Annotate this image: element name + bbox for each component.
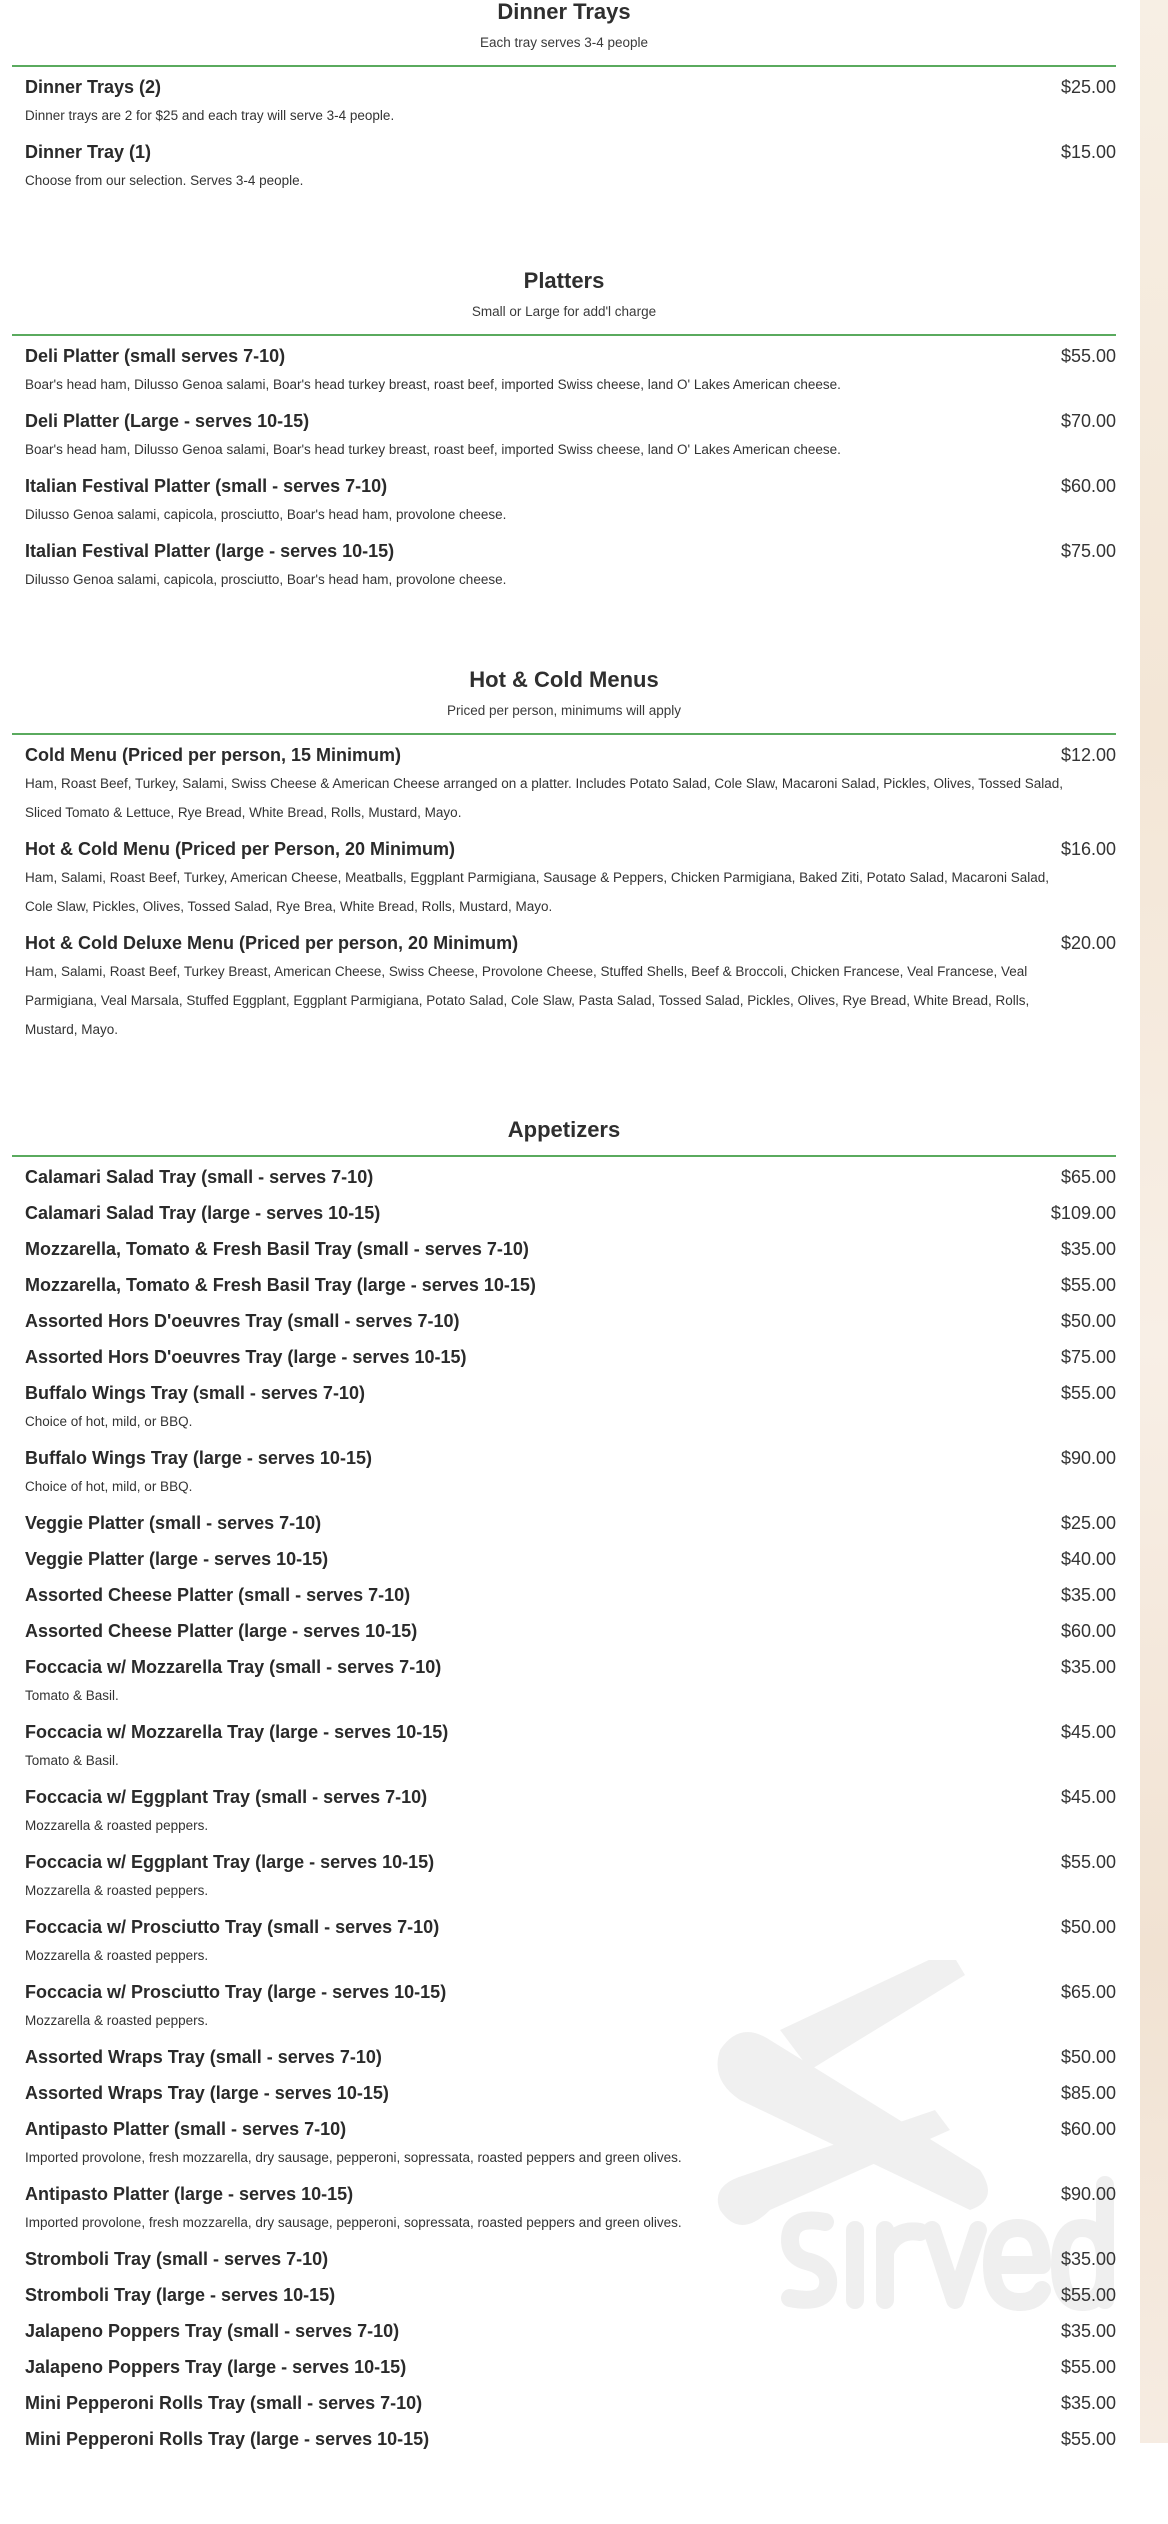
menu-section xyxy=(12,1115,1116,2457)
menu-item-name: Dinner Tray (1) xyxy=(25,141,152,162)
section-header xyxy=(12,266,1116,336)
menu-item-row xyxy=(25,2421,1116,2457)
menu-item-row xyxy=(25,1440,1116,1476)
menu-item xyxy=(12,69,1116,134)
menu-item-price: $90.00 xyxy=(1060,1447,1116,1468)
menu-item xyxy=(12,2277,1116,2313)
menu-item-row xyxy=(25,2111,1116,2147)
menu-item xyxy=(12,1909,1116,1974)
menu-item xyxy=(12,2039,1116,2075)
menu-item-name: Assorted Hors D'oeuvres Tray (large - serves 10-15) xyxy=(25,1346,467,1367)
section-title: Platters xyxy=(523,268,605,293)
menu-item-name: Assorted Cheese Platter (large - serves 10-15) xyxy=(25,1620,418,1641)
menu-item xyxy=(12,1159,1116,1195)
menu-item-name: Stromboli Tray (small - serves 7-10) xyxy=(25,2248,329,2269)
menu-item-price: $15.00 xyxy=(1060,141,1116,162)
menu-item-description: Boar's head ham, Dilusso Genoa salami, Boar's head turkey breast, roast beef, imported Swiss cheese, land O' Lakes American cheese. xyxy=(25,377,841,392)
section-title: Appetizers xyxy=(507,1117,621,1142)
menu-item-price: $35.00 xyxy=(1060,1656,1116,1677)
menu-item-row xyxy=(25,2176,1116,2212)
menu-item-row xyxy=(25,831,1116,867)
menu-item xyxy=(12,1577,1116,1613)
menu-item-price: $85.00 xyxy=(1060,2082,1116,2103)
menu-item-row xyxy=(25,1339,1116,1375)
menu-item-name: Hot & Cold Menu (Priced per Person, 20 Minimum) xyxy=(25,838,456,859)
menu-item-name: Mini Pepperoni Rolls Tray (large - serves 10-15) xyxy=(25,2428,430,2449)
menu-item-description: Mozzarella & roasted peppers. xyxy=(25,1948,209,1963)
menu-item-description: Imported provolone, fresh mozzarella, dry sausage, pepperoni, sopressata, roasted peppers and green olives. xyxy=(25,2150,682,2165)
menu-item-description: Imported provolone, fresh mozzarella, dry sausage, pepperoni, sopressata, roasted peppers and green olives. xyxy=(25,2215,682,2230)
menu-item-price: $35.00 xyxy=(1060,1238,1116,1259)
menu-item-description: Tomato & Basil. xyxy=(25,1688,119,1703)
menu-item-row xyxy=(25,2349,1116,2385)
menu-item xyxy=(12,1339,1116,1375)
menu-item-price: $35.00 xyxy=(1060,2248,1116,2269)
menu-item-price: $50.00 xyxy=(1060,1310,1116,1331)
menu-item-name: Antipasto Platter (small - serves 7-10) xyxy=(25,2118,347,2139)
menu-item-price: $55.00 xyxy=(1060,2284,1116,2305)
menu-item-price: $65.00 xyxy=(1060,1166,1116,1187)
menu-item-price: $70.00 xyxy=(1060,410,1116,431)
menu-item-row xyxy=(25,134,1116,170)
menu-item xyxy=(12,1440,1116,1505)
menu-item-price: $45.00 xyxy=(1060,1786,1116,1807)
menu-item-description: Boar's head ham, Dilusso Genoa salami, Boar's head turkey breast, roast beef, imported Swiss cheese, land O' Lakes American cheese. xyxy=(25,442,841,457)
menu-item xyxy=(12,1649,1116,1714)
menu-item-price: $45.00 xyxy=(1060,1721,1116,1742)
menu-item xyxy=(12,2075,1116,2111)
menu-item-row xyxy=(25,468,1116,504)
menu-item-row xyxy=(25,2075,1116,2111)
menu-item xyxy=(12,2313,1116,2349)
menu-item xyxy=(12,1714,1116,1779)
menu-item-name: Veggie Platter (large - serves 10-15) xyxy=(25,1548,329,1569)
menu-content xyxy=(12,0,1116,2524)
menu-item xyxy=(12,403,1116,468)
menu-item-name: Cold Menu (Priced per person, 15 Minimum) xyxy=(25,744,402,765)
menu-item-price: $60.00 xyxy=(1060,475,1116,496)
menu-item xyxy=(12,1541,1116,1577)
menu-item-row xyxy=(25,1231,1116,1267)
menu-item xyxy=(12,1844,1116,1909)
menu-item-description: Ham, Salami, Roast Beef, Turkey, American Cheese, Meatballs, Eggplant Parmigiana, Sausage & Peppers, Chicken Parmigiana, Baked Ziti, Potato Salad, Macaroni Salad, Cole Slaw, Pickles, Olives, Tossed Salad, Rye Brea, White Bread, Rolls, Mustard, Mayo. xyxy=(25,870,1050,914)
menu-item-price: $25.00 xyxy=(1060,76,1116,97)
menu-item-price: $55.00 xyxy=(1060,1851,1116,1872)
menu-item-row xyxy=(25,2039,1116,2075)
section-subtitle: Small or Large for add'l charge xyxy=(471,304,657,319)
section-subtitle: Each tray serves 3-4 people xyxy=(479,35,649,50)
menu-item-row xyxy=(25,1375,1116,1411)
menu-item-name: Buffalo Wings Tray (large - serves 10-15) xyxy=(25,1447,372,1468)
menu-item xyxy=(12,2385,1116,2421)
menu-item-name: Hot & Cold Deluxe Menu (Priced per person, 20 Minimum) xyxy=(25,932,519,953)
menu-item-row xyxy=(25,925,1116,961)
menu-item xyxy=(12,2111,1116,2176)
menu-item-name: Deli Platter (small serves 7-10) xyxy=(25,345,286,366)
menu-item-name: Mozzarella, Tomato & Fresh Basil Tray (small - serves 7-10) xyxy=(25,1238,529,1259)
menu-item-name: Italian Festival Platter (small - serves 7-10) xyxy=(25,475,388,496)
menu-item xyxy=(12,1375,1116,1440)
menu-item-row xyxy=(25,1714,1116,1750)
menu-item-price: $90.00 xyxy=(1060,2183,1116,2204)
menu-item-price: $75.00 xyxy=(1060,540,1116,561)
section-subtitle: Priced per person, minimums will apply xyxy=(446,703,682,718)
menu-item-price: $75.00 xyxy=(1060,1346,1116,1367)
menu-item-name: Stromboli Tray (large - serves 10-15) xyxy=(25,2284,336,2305)
menu-item-price: $109.00 xyxy=(1050,1202,1116,1223)
menu-item-row xyxy=(25,737,1116,773)
menu-item-price: $20.00 xyxy=(1060,932,1116,953)
menu-item-name: Veggie Platter (small - serves 7-10) xyxy=(25,1512,322,1533)
menu-item-price: $35.00 xyxy=(1060,2392,1116,2413)
menu-item xyxy=(12,338,1116,403)
menu-item-description: Choice of hot, mild, or BBQ. xyxy=(25,1414,193,1429)
menu-item-row xyxy=(25,1909,1116,1945)
menu-item-name: Calamari Salad Tray (small - serves 7-10) xyxy=(25,1166,374,1187)
menu-item-row xyxy=(25,1649,1116,1685)
menu-item xyxy=(12,831,1116,925)
menu-item-row xyxy=(25,1779,1116,1815)
menu-item-description: Mozzarella & roasted peppers. xyxy=(25,2013,209,2028)
menu-item-price: $60.00 xyxy=(1060,1620,1116,1641)
menu-item-name: Jalapeno Poppers Tray (small - serves 7-10) xyxy=(25,2320,400,2341)
menu-item-row xyxy=(25,1577,1116,1613)
menu-section xyxy=(12,266,1116,598)
menu-item xyxy=(12,468,1116,533)
menu-item-name: Assorted Hors D'oeuvres Tray (small - serves 7-10) xyxy=(25,1310,460,1331)
menu-item xyxy=(12,925,1116,1048)
menu-item xyxy=(12,1505,1116,1541)
menu-item-price: $35.00 xyxy=(1060,1584,1116,1605)
menu-item xyxy=(12,1267,1116,1303)
menu-item xyxy=(12,1613,1116,1649)
menu-item-row xyxy=(25,1159,1116,1195)
menu-item-row xyxy=(25,1505,1116,1541)
menu-item-price: $55.00 xyxy=(1060,1382,1116,1403)
menu-item xyxy=(12,1974,1116,2039)
menu-item-row xyxy=(25,1541,1116,1577)
menu-item-price: $12.00 xyxy=(1060,744,1116,765)
menu-item-name: Foccacia w/ Eggplant Tray (small - serves 7-10) xyxy=(25,1786,428,1807)
section-header xyxy=(12,665,1116,735)
menu-item xyxy=(12,533,1116,598)
menu-item-name: Mini Pepperoni Rolls Tray (small - serves 7-10) xyxy=(25,2392,423,2413)
menu-item-name: Foccacia w/ Eggplant Tray (large - serves 10-15) xyxy=(25,1851,435,1872)
menu-item-row xyxy=(25,1613,1116,1649)
menu-item-name: Dinner Trays (2) xyxy=(25,76,162,97)
menu-item-row xyxy=(25,338,1116,374)
menu-item-price: $55.00 xyxy=(1060,345,1116,366)
menu-item xyxy=(12,2421,1116,2457)
menu-item-description: Dilusso Genoa salami, capicola, prosciutto, Boar's head ham, provolone cheese. xyxy=(25,507,507,522)
menu-item-description: Dinner trays are 2 for $25 and each tray will serve 3-4 people. xyxy=(25,108,395,123)
menu-item-row xyxy=(25,1844,1116,1880)
menu-item-price: $60.00 xyxy=(1060,2118,1116,2139)
menu-item-name: Deli Platter (Large - serves 10-15) xyxy=(25,410,310,431)
menu-item-name: Buffalo Wings Tray (small - serves 7-10) xyxy=(25,1382,365,1403)
menu-item-description: Choose from our selection. Serves 3-4 people. xyxy=(25,173,304,188)
menu-item-name: Assorted Cheese Platter (small - serves 7-10) xyxy=(25,1584,411,1605)
menu-item-name: Antipasto Platter (large - serves 10-15) xyxy=(25,2183,354,2204)
menu-item-name: Jalapeno Poppers Tray (large - serves 10-15) xyxy=(25,2356,407,2377)
section-header xyxy=(12,0,1116,67)
menu-item-name: Mozzarella, Tomato & Fresh Basil Tray (large - serves 10-15) xyxy=(25,1274,536,1295)
menu-item-description: Ham, Salami, Roast Beef, Turkey Breast, American Cheese, Swiss Cheese, Provolone Cheese, Stuffed Shells, Beef & Broccoli, Chicken Francese, Veal Francese, Veal Parmigiana, Veal Marsala, Stuffed Eggplant, Eggplant Parmigiana, Potato Salad, Cole Slaw, Pasta Salad, Tossed Salad, Pickles, Olives, Rye Bread, White Bread, Rolls, Mustard, Mayo. xyxy=(25,964,1030,1037)
menu-item-price: $65.00 xyxy=(1060,1981,1116,2002)
menu-item-name: Calamari Salad Tray (large - serves 10-15) xyxy=(25,1202,381,1223)
menu-item-price: $40.00 xyxy=(1060,1548,1116,1569)
menu-item-row xyxy=(25,403,1116,439)
menu-item-row xyxy=(25,2313,1116,2349)
menu-item xyxy=(12,134,1116,199)
menu-item xyxy=(12,1779,1116,1844)
menu-item xyxy=(12,1195,1116,1231)
menu-item-name: Assorted Wraps Tray (large - serves 10-15) xyxy=(25,2082,389,2103)
menu-item-description: Dilusso Genoa salami, capicola, prosciutto, Boar's head ham, provolone cheese. xyxy=(25,572,507,587)
menu-item-name: Foccacia w/ Mozzarella Tray (large - serves 10-15) xyxy=(25,1721,449,1742)
menu-item-row xyxy=(25,2277,1116,2313)
menu-item-name: Assorted Wraps Tray (small - serves 7-10) xyxy=(25,2046,382,2067)
menu-item-price: $16.00 xyxy=(1060,838,1116,859)
menu-item-price: $55.00 xyxy=(1060,1274,1116,1295)
section-header xyxy=(12,1115,1116,1157)
menu-item-description: Mozzarella & roasted peppers. xyxy=(25,1883,209,1898)
menu-item-price: $55.00 xyxy=(1060,2356,1116,2377)
menu-item-name: Foccacia w/ Mozzarella Tray (small - serves 7-10) xyxy=(25,1656,442,1677)
menu-section xyxy=(12,665,1116,1048)
menu-item-price: $50.00 xyxy=(1060,1916,1116,1937)
menu-item-row xyxy=(25,1195,1116,1231)
menu-item-row xyxy=(25,533,1116,569)
menu-item-row xyxy=(25,69,1116,105)
menu-item-row xyxy=(25,2385,1116,2421)
section-title: Dinner Trays xyxy=(497,0,631,24)
menu-item xyxy=(12,2241,1116,2277)
menu-item-price: $50.00 xyxy=(1060,2046,1116,2067)
menu-item-description: Ham, Roast Beef, Turkey, Salami, Swiss Cheese & American Cheese arranged on a platter. Includes Potato Salad, Cole Slaw, Macaroni Salad, Pickles, Olives, Tossed Salad, Sliced Tomato & Lettuce, Rye Bread, White Bread, Rolls, Mustard, Mayo. xyxy=(25,776,1064,820)
menu-item xyxy=(12,1231,1116,1267)
menu-item xyxy=(12,1303,1116,1339)
menu-item-description: Choice of hot, mild, or BBQ. xyxy=(25,1479,193,1494)
menu-item-row xyxy=(25,2241,1116,2277)
menu-item-price: $55.00 xyxy=(1060,2428,1116,2449)
menu-item-name: Italian Festival Platter (large - serves 10-15) xyxy=(25,540,395,561)
menu-item-price: $25.00 xyxy=(1060,1512,1116,1533)
menu-item-row xyxy=(25,1974,1116,2010)
menu-item xyxy=(12,2176,1116,2241)
menu-item-name: Foccacia w/ Prosciutto Tray (small - serves 7-10) xyxy=(25,1916,440,1937)
menu-item-row xyxy=(25,1303,1116,1339)
menu-item-description: Tomato & Basil. xyxy=(25,1753,119,1768)
menu-item xyxy=(12,2349,1116,2385)
menu-item xyxy=(12,737,1116,831)
section-title: Hot & Cold Menus xyxy=(469,667,659,692)
menu-item-price: $35.00 xyxy=(1060,2320,1116,2341)
menu-item-description: Mozzarella & roasted peppers. xyxy=(25,1818,209,1833)
menu-section xyxy=(12,0,1116,199)
background-image-strip xyxy=(1140,0,1168,2443)
menu-item-name: Foccacia w/ Prosciutto Tray (large - serves 10-15) xyxy=(25,1981,447,2002)
menu-item-row xyxy=(25,1267,1116,1303)
